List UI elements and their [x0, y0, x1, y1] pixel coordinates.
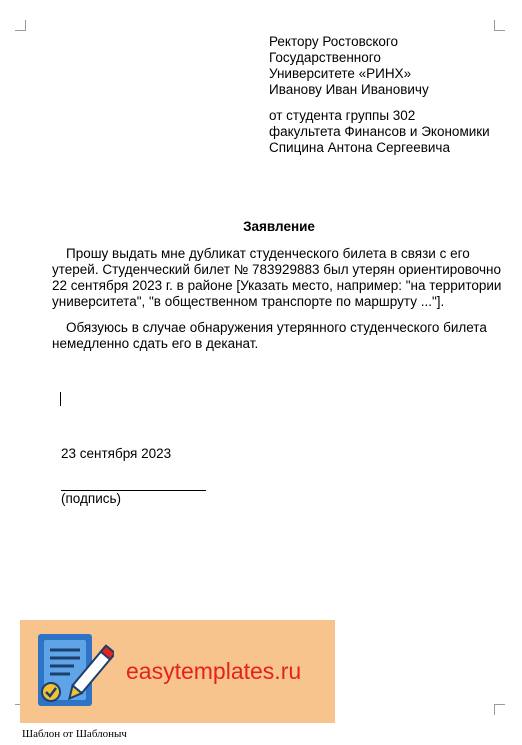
- body-paragraph[interactable]: Прошу выдать мне дубликат студенческого билета в связи с его утерей. Студенческий билет № 783929883 был утерян ориентировочно 22 сентября 2023 г. в районе [Указать место, например: "на территории университета", "в общественном транспорте по маршруту ..."].: [52, 246, 502, 309]
- addressee-line: Университете «РИНХ»: [269, 66, 412, 81]
- signature-label: (подпись): [61, 491, 122, 506]
- site-name[interactable]: easytemplates.ru: [126, 658, 302, 684]
- addressee-block: [269, 34, 509, 156]
- document-date[interactable]: 23 сентября 2023: [61, 446, 172, 461]
- sender-line: факультета Финансов и Экономики: [269, 124, 490, 139]
- sender-line: от студента группы 302: [269, 108, 416, 123]
- document-title: Заявление: [243, 219, 315, 234]
- promo-banner[interactable]: [20, 620, 335, 723]
- body-paragraph[interactable]: Обязуюсь в случае обнаружения утерянного студенческого билета немедленно сдать его в деканат.: [52, 320, 487, 351]
- addressee-line: Государственного: [269, 50, 381, 65]
- page-corner-mark: [494, 704, 505, 715]
- document-with-pen-icon: [34, 630, 114, 714]
- addressee-line: Иванову Иван Ивановичу: [269, 82, 429, 97]
- footer-credit: Шаблон от Шаблоныч: [22, 728, 127, 740]
- sender-line: Спицина Антона Сергеевича: [269, 140, 450, 155]
- page-corner-mark: [15, 20, 26, 31]
- addressee-line: Ректору Ростовского: [269, 34, 399, 49]
- page-corner-mark: [494, 20, 505, 31]
- text-cursor: [60, 392, 61, 406]
